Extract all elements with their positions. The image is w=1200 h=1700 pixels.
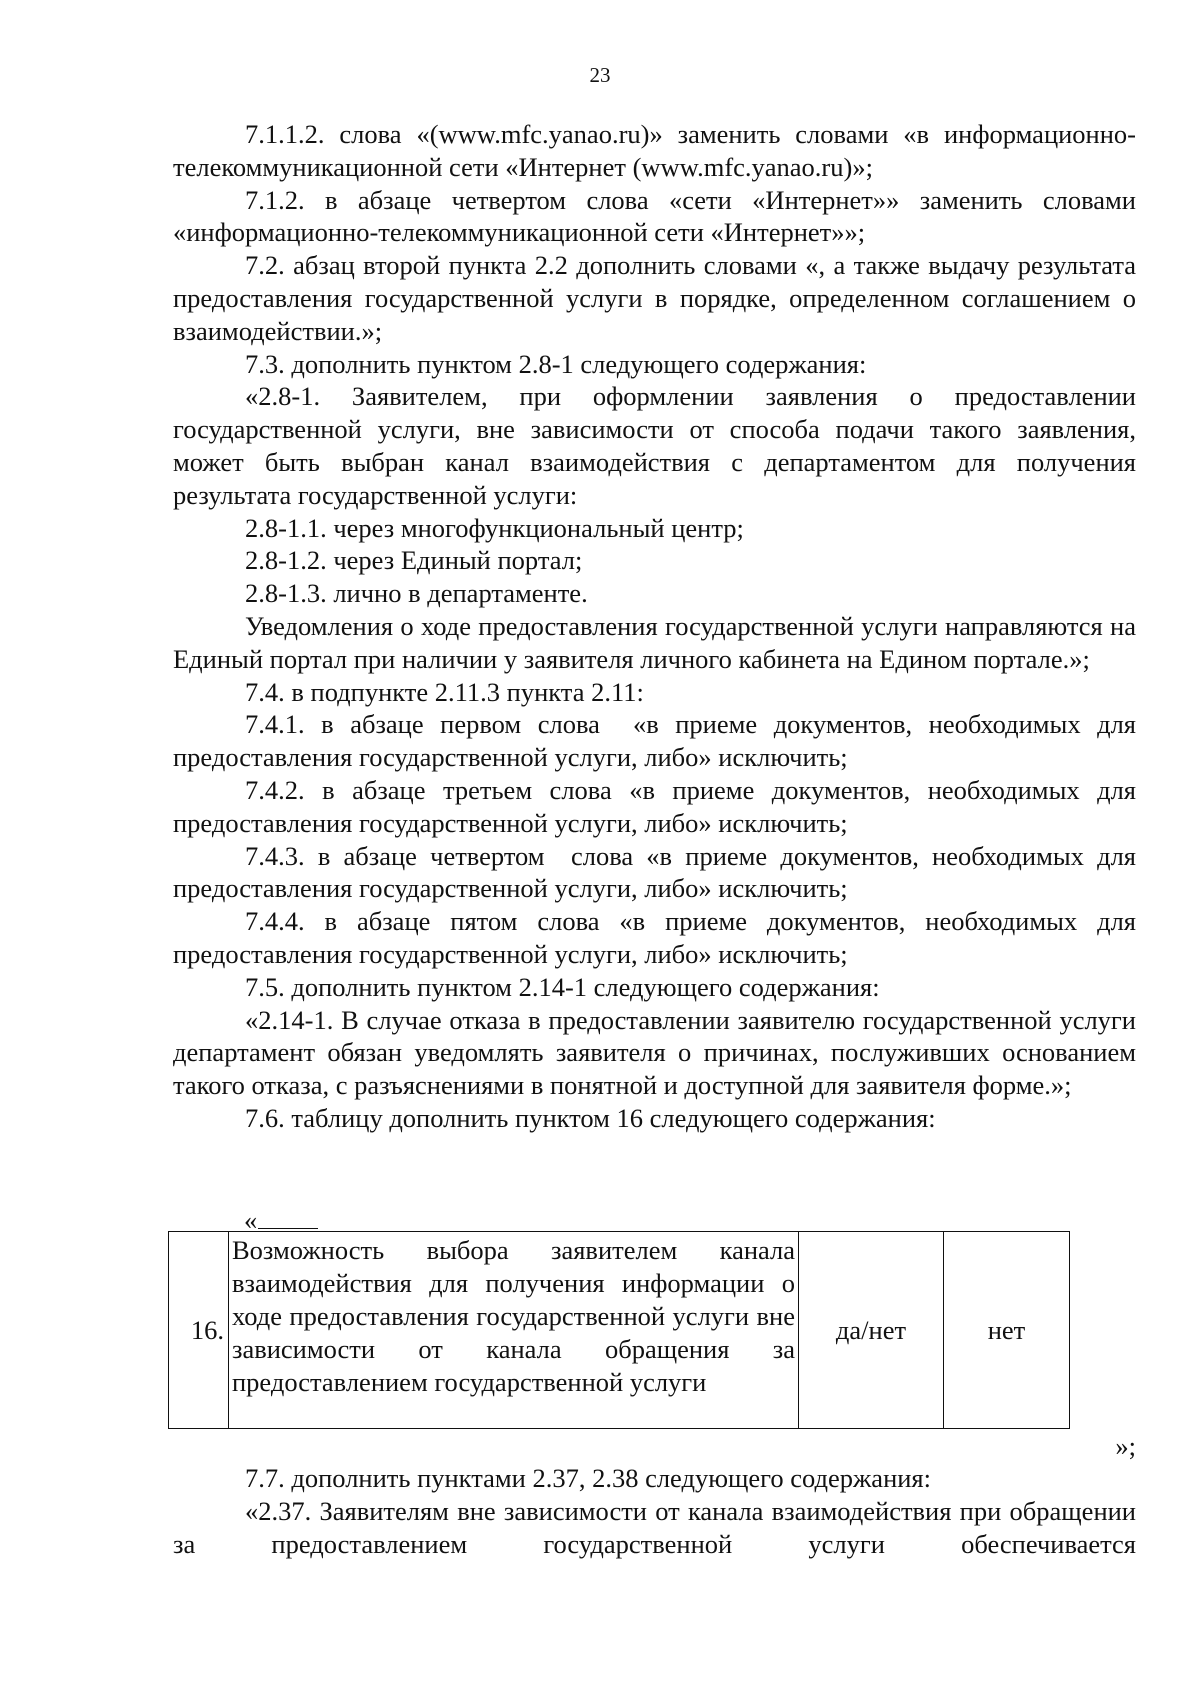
row-value-cell: нет (944, 1232, 1070, 1429)
document-body-continued (173, 1462, 1143, 1560)
quote-underline (258, 1228, 318, 1229)
table-closing-quote: »; (1115, 1431, 1136, 1461)
row-description-cell: Возможность выбора заявителем канала взаимодействия для получения информации о ходе предоставления государственной услуги вне зависимости от канала обращения за предоставлением государственной услуги (229, 1232, 799, 1429)
paragraph-2-14-1: «2.14-1. В случае отказа в предоставлении заявителю государственной услуги департамент обязан уведомлять заявителя о причинах, послуживших основанием такого отказа, с разъяснениями в понятной и доступной для заявителя форме.»; (173, 1004, 1143, 1101)
paragraph-notifications: Уведомления о ходе предоставления государственной услуги направляются на Единый портал при наличии у заявителя личного кабинета на Едином портале.»; (173, 610, 1143, 674)
paragraph-7-4-1: 7.4.1. в абзаце первом слова «в приеме документов, необходимых для предоставления государственной услуги, либо» исключить; (173, 709, 1143, 773)
page-number: 23 (589, 63, 611, 87)
paragraph-7-4-4: 7.4.4. в абзаце пятом слова «в приеме документов, необходимых для предоставления государственной услуги, либо» исключить; (173, 906, 1143, 969)
paragraph-2-8-1: «2.8-1. Заявителем, при оформлении заявления о предоставлении государственной услуги, вне зависимости от способа подачи такого заявления, может быть выбран канал взаимодействия с департаментом для получения результата государственной услуги: (173, 381, 1143, 510)
paragraph-7-7: 7.7. дополнить пунктами 2.37, 2.38 следующего содержания: (245, 1463, 931, 1493)
paragraph-7-3: 7.3. дополнить пунктом 2.8-1 следующего содержания: (245, 348, 867, 379)
paragraph-2-8-1-2: 2.8-1.2. через Единый портал; (245, 545, 583, 576)
paragraph-2-8-1-3: 2.8-1.3. лично в департаменте. (245, 578, 588, 609)
paragraph-7-2: 7.2. абзац второй пункта 2.2 дополнить словами «, а также выдачу результата предоставления государственной услуги в порядке, определенном соглашением о взаимодействии.»; (173, 250, 1143, 346)
paragraph-7-6: 7.6. таблицу дополнить пунктом 16 следующего содержания: (245, 1102, 936, 1133)
table-row (169, 1232, 1070, 1429)
row-unit-cell: да/нет (799, 1232, 944, 1429)
table-opening-quote: « (244, 1205, 258, 1235)
paragraph-7-4-2: 7.4.2. в абзаце третьем слова «в приеме документов, необходимых для предоставления государственной услуги, либо» исключить; (173, 774, 1143, 838)
row-number-cell: 16. (169, 1232, 229, 1429)
paragraph-7-1-1-2: 7.1.1.2. слова «(www.mfc.yanao.ru)» заменить словами «в информационно-телекоммуникационной сети «Интернет (www.mfc.yanao.ru)»; (173, 119, 1136, 182)
paragraph-7-4: 7.4. в подпункте 2.11.3 пункта 2.11: (245, 676, 644, 707)
paragraph-2-8-1-1: 2.8-1.1. через многофункциональный центр; (245, 512, 744, 543)
document-body (173, 118, 1143, 1135)
paragraph-7-1-2: 7.1.2. в абзаце четвертом слова «сети «Интернет»» заменить словами «информационно-телекоммуникационной сети «Интернет»»; (173, 184, 1143, 248)
paragraph-7-4-3: 7.4.3. в абзаце четвертом слова «в приеме документов, необходимых для предоставления государственной услуги, либо» исключить; (173, 840, 1143, 904)
paragraph-7-5: 7.5. дополнить пунктом 2.14-1 следующего содержания: (245, 971, 880, 1002)
paragraph-2-37: «2.37. Заявителям вне зависимости от канала взаимодействия при обращении за предоставлением государственной услуги обеспечивается (173, 1495, 1143, 1559)
indicator-table (168, 1231, 1070, 1429)
